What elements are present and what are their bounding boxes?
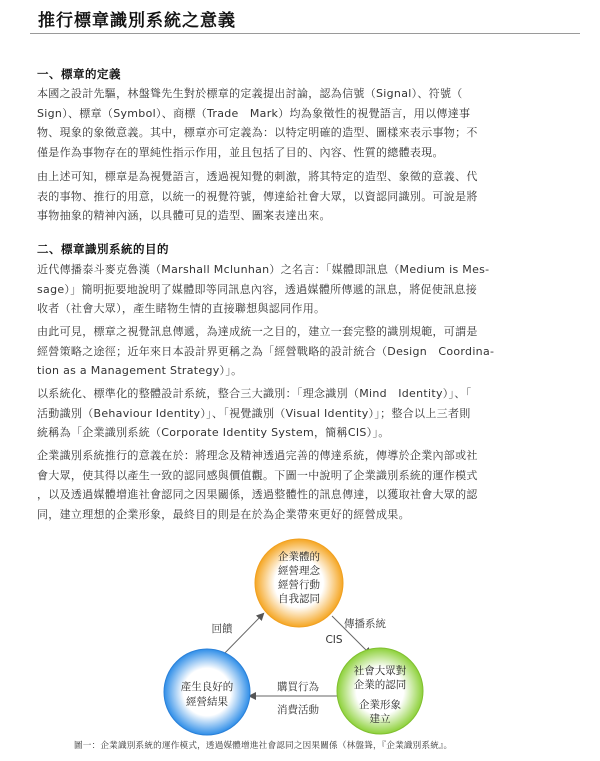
right-circle-text: 建立 — [369, 713, 391, 725]
arrow-left-to-top — [220, 614, 263, 658]
section-2-paragraph-1 — [37, 260, 553, 319]
text-line: 經營策略之途徑；近年來日本設計界更稱之為「經營戰略的設計統合（Design Coordina- — [37, 344, 495, 358]
section-2-paragraph-3 — [37, 384, 553, 443]
text-line: 企業識別系統推行的意義在於：將理念及精神透過完善的傳達系統，傳導於企業內部或社 — [37, 449, 478, 462]
section-2-heading: 二、標章識別系統的目的 — [37, 242, 169, 256]
text-line: 表的事物、推行的用意，以統一的視覺符號，傳達給社會大眾，以資認同識別。可說是將 — [37, 189, 478, 203]
left-circle-text: 產生良好的 — [180, 681, 234, 693]
text-line: 物、現象的象徵意義。其中，標章亦可定義為：以特定明確的造型、圖樣來表示事物；不 — [37, 126, 478, 139]
cis-cycle-diagram — [150, 536, 450, 736]
section-2-paragraph-4 — [37, 446, 553, 524]
text-line: 由上述可知，標章是為視覺語言，透過視知覺的刺激，將其特定的造型、象徵的意義、代 — [37, 170, 478, 183]
top-circle-text: 自我認同 — [278, 593, 320, 605]
text-line: 同，建立理想的企業形象，最終目的則是在於為企業帶來更好的經營成果。 — [37, 507, 410, 521]
text-line: 統稱為「企業識別系統（Corporate Identity System，簡稱CIS）」。 — [37, 426, 390, 439]
left-circle-text: 經營結果 — [186, 696, 228, 708]
text-line: 僅是作為事物存在的單純性指示作用，並且包括了目的、內容、性質的總體表現。 — [37, 145, 444, 159]
title-divider — [30, 33, 580, 34]
text-line: 本國之設計先驅，林盤聳先生對於標章的定義提出討論，認為信號（Signal）、符號（ — [37, 87, 463, 100]
top-circle-text: 企業體的 — [278, 551, 320, 563]
section-1-heading: 一、標章的定義 — [37, 67, 121, 81]
text-line: tion as a Management Strategy）」。 — [37, 364, 243, 377]
right-circle-text: 企業的認同 — [353, 679, 407, 691]
text-line: 事物抽象的精神內涵，以具體可見的造型、圖案表達出來。 — [37, 209, 331, 222]
text-line: 以系統化、標準化的整體設計系統，整合三大識別：「理念識別（Mind Identity）」、「 — [37, 387, 472, 400]
label-feedback: 回饋 — [211, 623, 233, 635]
label-communication-system: 傳播系統 — [344, 618, 386, 630]
section-1-paragraph-1 — [37, 84, 553, 162]
text-line: sage）」簡明扼要地說明了媒體即等同訊息內容，透過媒體所傳遞的訊息，將促使訊息接 — [37, 282, 478, 296]
label-cis: CIS — [325, 634, 343, 646]
text-line: ，以及透過媒體增進社會認同之因果關係，透過整體性的訊息傳達，以獲取社會大眾的認 — [37, 488, 478, 501]
top-circle-text: 經營行動 — [278, 579, 320, 591]
label-purchase-behavior: 購買行為 — [277, 681, 319, 693]
top-circle-text: 經營理念 — [278, 565, 320, 577]
figure-caption: 圖一：企業識別系統的運作模式，透過媒體增進社會認同之因果關係（林盤聳，『企業識別系統』。 — [74, 741, 453, 751]
right-circle-text: 社會大眾對 — [353, 665, 407, 677]
label-consumption: 消費活動 — [277, 704, 319, 716]
text-line: 會大眾，使其得以產生一致的認同感與價值觀。下圖一中說明了企業識別系統的運作模式 — [37, 468, 478, 482]
page-title: 推行標章識別系統之意義 — [38, 11, 236, 31]
text-line: 收者（社會大眾），產生睹物生情的直接聯想與認同作用。 — [37, 302, 326, 315]
right-circle-text: 企業形象 — [359, 699, 401, 711]
text-line: 活動識別（Behaviour Identity）」、「視覺識別（Visual Identity）」；整合以上三者則 — [37, 406, 471, 420]
section-1-paragraph-2 — [37, 167, 553, 226]
section-2-paragraph-2 — [37, 322, 553, 381]
text-line: 近代傳播泰斗麥克魯漢（Marshall Mclunhan）之名言：「媒體即訊息（Medium is Mes- — [37, 263, 490, 276]
text-line: 由此可見，標章之視覺訊息傳遞，為達成統一之目的，建立一套完整的識別規範，可謂是 — [37, 325, 478, 338]
text-line: Sign）、標章（Symbol）、商標（Trade Mark）均為象徵性的視覺語言，用以傳達事 — [37, 106, 471, 120]
